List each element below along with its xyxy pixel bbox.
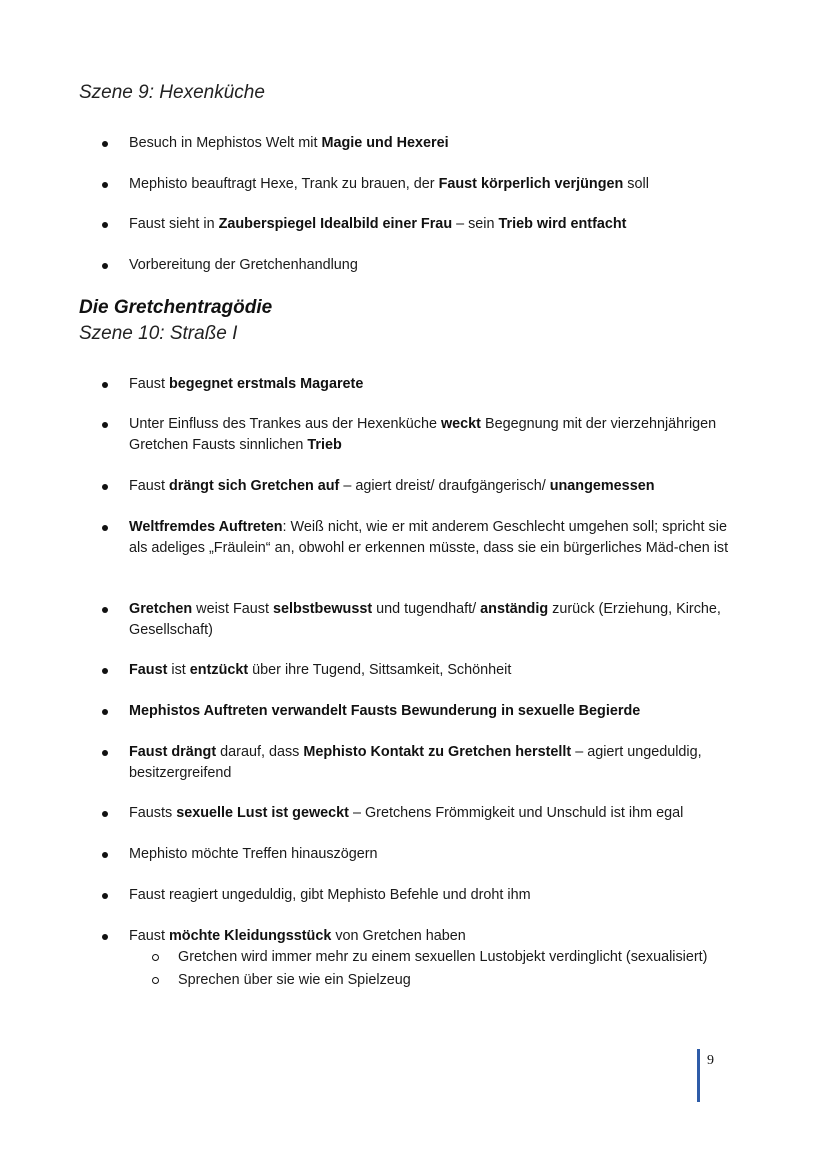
list-item-text: Vorbereitung der Gretchenhandlung: [129, 257, 358, 273]
sub-list-item-text: Gretchen wird immer mehr zu einem sexuellen Lustobjekt verdinglicht (sexualisiert): [178, 949, 708, 965]
list-item-text: Unter Einfluss des Trankes aus der Hexenküche weckt Begegnung mit der vierzehnjährigen Gretchen Fausts sinnlichen Trieb: [129, 416, 717, 453]
bullet-icon: [102, 141, 108, 147]
bullet-icon: [102, 525, 108, 531]
bullet-icon: [102, 382, 108, 388]
list-item-text: Faust drängt darauf, dass Mephisto Kontakt zu Gretchen herstellt – agiert ungeduldig, besitzergreifend: [129, 744, 702, 781]
list-item-text: Mephisto beauftragt Hexe, Trank zu brauen, der Faust körperlich verjüngen soll: [129, 176, 649, 192]
part-heading: Die Gretchentragödie: [79, 297, 273, 318]
scene-9-heading: Szene 9: Hexenküche: [79, 82, 265, 103]
list-item-text: Weltfremdes Auftreten: Weiß nicht, wie er mit anderem Geschlecht umgehen soll; spricht sie als adeliges „Fräulein“ an, obwohl er erkennen müsste, dass sie ein bürgerliches Mäd-chen ist: [129, 519, 729, 556]
bullet-icon: [102, 852, 108, 858]
circle-bullet-icon: [152, 977, 159, 984]
list-item-text: Mephistos Auftreten verwandelt Fausts Bewunderung in sexuelle Begierde: [129, 703, 641, 719]
list-item-text: Faust ist entzückt über ihre Tugend, Sittsamkeit, Schönheit: [129, 662, 512, 678]
list-item-text: Besuch in Mephistos Welt mit Magie und Hexerei: [129, 135, 449, 151]
list-item-text: Faust reagiert ungeduldig, gibt Mephisto Befehle und droht ihm: [129, 887, 531, 903]
bullet-icon: [102, 422, 108, 428]
list-item-text: Faust begegnet erstmals Magarete: [129, 376, 364, 392]
list-item-text: Faust möchte Kleidungsstück von Gretchen haben: [129, 928, 466, 944]
bullet-icon: [102, 893, 108, 899]
bullet-icon: [102, 484, 108, 490]
circle-bullet-icon: [152, 954, 159, 961]
list-item-text: Fausts sexuelle Lust ist geweckt – Gretchens Frömmigkeit und Unschuld ist ihm egal: [129, 805, 684, 821]
bullet-icon: [102, 182, 108, 188]
bullet-icon: [102, 263, 108, 269]
bullet-icon: [102, 668, 108, 674]
page-number-bar: [697, 1049, 700, 1102]
page-number: 9: [707, 1053, 714, 1068]
bullet-icon: [102, 607, 108, 613]
bullet-icon: [102, 811, 108, 817]
bullet-icon: [102, 750, 108, 756]
bullet-icon: [102, 934, 108, 940]
bullet-icon: [102, 222, 108, 228]
list-item-text: Faust sieht in Zauberspiegel Idealbild einer Frau – sein Trieb wird entfacht: [129, 216, 627, 232]
list-item-text: Mephisto möchte Treffen hinauszögern: [129, 846, 378, 862]
bullet-icon: [102, 709, 108, 715]
scene-10-heading: Szene 10: Straße I: [79, 323, 238, 344]
list-item-text: Gretchen weist Faust selbstbewusst und tugendhaft/ anständig zurück (Erziehung, Kirche, Gesellschaft): [129, 601, 721, 638]
sub-list-item-text: Sprechen über sie wie ein Spielzeug: [178, 972, 411, 988]
list-item-text: Faust drängt sich Gretchen auf – agiert dreist/ draufgängerisch/ unangemessen: [129, 478, 655, 494]
